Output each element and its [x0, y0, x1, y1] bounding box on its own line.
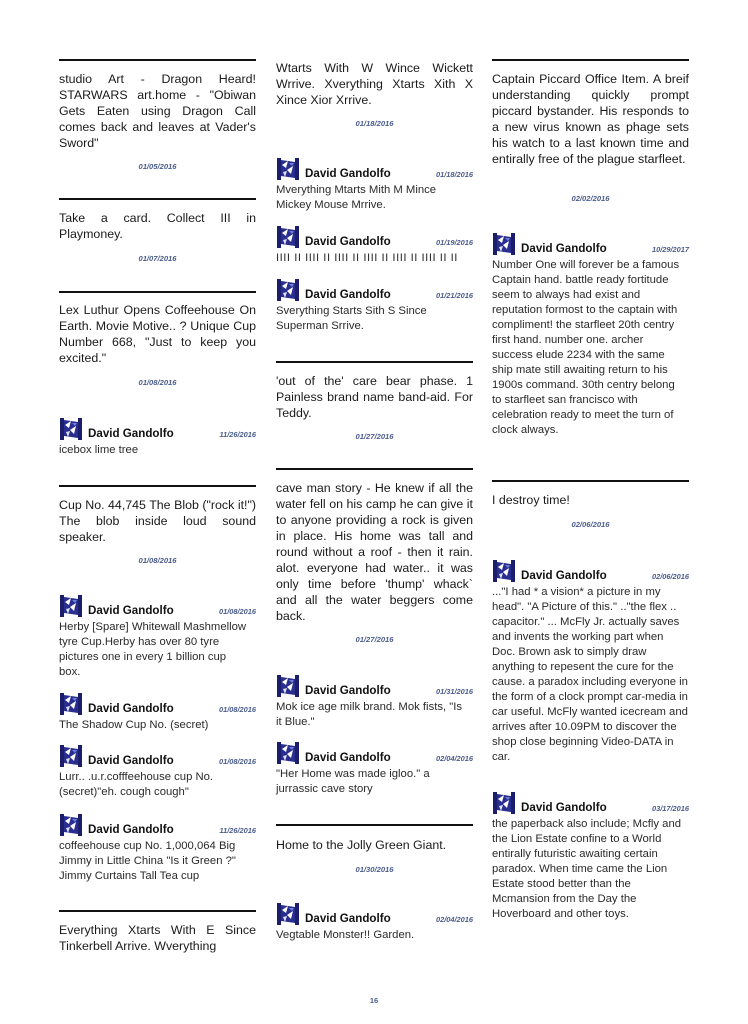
avatar-icon[interactable]: [276, 902, 300, 926]
comment-author[interactable]: David Gandolfo: [88, 702, 174, 715]
comment-text: Number One will forever be a famous Captain hand. battle ready fortitude seem to always had exist and reputation formost to the captain with compliment! the starfleet 20th centry first hand. number one. archer success elude 2234 with the same ship mate still awaiting return to his 1900s command. 30th centry belong to starfleet san francisco with celebration ready to meet the turn of clock always.: [492, 259, 680, 436]
post-divider: [276, 824, 473, 826]
post-date: 01/27/2016: [355, 635, 394, 644]
post-text: Everything Xtarts With E Since Tinkerbell Arrive. Wverything: [59, 923, 256, 953]
comment: [59, 813, 256, 889]
comment-author[interactable]: David Gandolfo: [521, 242, 607, 255]
comment-author[interactable]: David Gandolfo: [305, 751, 391, 764]
comment-text: the paperback also include; Mcfly and the Lion Estate confine to a World entirally futuristic awaiting certain paradox. When time came the Lion Estate stood better than the Mcmansion from the Day the Hoverboard and other toys.: [492, 818, 682, 920]
page-number: 16: [369, 996, 379, 1005]
post-divider: [59, 291, 256, 293]
comment: [276, 225, 473, 267]
comment: [59, 417, 256, 461]
comment-author[interactable]: David Gandolfo: [88, 427, 174, 440]
post-divider: [59, 59, 256, 61]
comment-date: 10/29/2017: [652, 245, 689, 254]
comment-text: The Shadow Cup No. (secret): [59, 719, 209, 731]
comment-date: 01/08/2016: [219, 705, 256, 714]
comment-date: 02/04/2016: [436, 915, 473, 924]
comment-text: "Her Home was made igloo." a jurrassic cave story: [276, 768, 430, 795]
post-divider: [59, 485, 256, 487]
comment: [59, 692, 256, 736]
comment-date: 02/04/2016: [436, 754, 473, 763]
comment-date: 11/26/2016: [219, 430, 256, 439]
comment-text: Mverything Mtarts Mith M Mince Mickey Mouse Mrrive.: [276, 184, 437, 211]
post-divider: [59, 198, 256, 200]
post-text: Captain Piccard Office Item. A breif understanding quickly prompt piccard bystander. His responds to a new virus known as phage sets his watch to a last known time and entirally free of the plague starfleet.: [492, 72, 689, 166]
post-date: 02/02/2016: [571, 194, 610, 203]
post-date: 01/08/2016: [138, 556, 177, 565]
comment-text: Vegtable Monster!! Garden.: [276, 929, 415, 941]
comment: [276, 278, 473, 336]
comment-author[interactable]: David Gandolfo: [521, 801, 607, 814]
comment-author[interactable]: David Gandolfo: [305, 288, 391, 301]
avatar-icon[interactable]: [59, 813, 83, 837]
avatar-icon[interactable]: [276, 225, 300, 249]
avatar-icon[interactable]: [276, 741, 300, 765]
comment-date: 01/18/2016: [436, 170, 473, 179]
comment: [492, 232, 689, 457]
comment-author[interactable]: David Gandolfo: [305, 167, 391, 180]
comment-text: Sverything Starts Sith S Since Superman Srrive.: [276, 305, 427, 332]
comment-author[interactable]: David Gandolfo: [305, 235, 391, 248]
post-divider: [276, 468, 473, 470]
comment: [276, 674, 473, 732]
comment: [59, 594, 256, 684]
post-text: 'out of the' care bear phase. 1 Painless brand name band-aid. For Teddy.: [276, 374, 473, 420]
comment-date: 01/19/2016: [436, 238, 473, 247]
post-date: 01/07/2016: [138, 254, 177, 263]
post-text: Cup No. 44,745 The Blob ("rock it!") The blob inside loud sound speaker.: [59, 498, 256, 544]
post-text: Home to the Jolly Green Giant.: [276, 838, 447, 852]
post-text: Lex Luthur Opens Coffeehouse On Earth. Movie Motive.. ? Unique Cup Number 668, "Just to keep you excited.": [59, 303, 256, 365]
post-divider: [492, 59, 689, 61]
post-text: Wtarts With W Wince Wickett Wrrive. Xverything Xtarts Xith X Xince Xior Xrrive.: [276, 61, 473, 107]
post-date: 02/06/2016: [571, 520, 610, 529]
comment-text: ..."I had * a vision* a picture in my head". "A Picture of this." .."the flex .. capacitor." ... McFly Jr. actually saves and invents the working part when Doc. Brown ask to simply draw anything to repesent the cure for the cause. a paradox including everyone in the form of a clock prompt car-media in car useful. McFly wanted icecream and arrives after 10.09PM to discover the shop close beginning Video-DATA in car.: [492, 586, 688, 763]
comment-author[interactable]: David Gandolfo: [305, 912, 391, 925]
post-text: studio Art - Dragon Heard! STARWARS art.home - "Obiwan Gets Eaten using Dragon Call comes back and leaves at Vader's Sword": [59, 72, 256, 150]
comment: [492, 559, 689, 784]
comment-text: Herby [Spare] Whitewall Mashmellow tyre Cup.Herby has over 80 tyre pictures one in every 1 billion cup box.: [59, 621, 247, 678]
comment-text: coffeehouse cup No. 1,000,064 Big Jimmy in Little China "Is it Green ?" Jimmy Curtains Tall Tea cup: [59, 840, 236, 882]
post-divider: [492, 480, 689, 482]
comment-author[interactable]: David Gandolfo: [88, 604, 174, 617]
comment: [59, 744, 256, 804]
comment-date: 11/26/2016: [219, 826, 256, 835]
comment-date: 01/08/2016: [219, 607, 256, 616]
comment-date: 01/21/2016: [436, 291, 473, 300]
avatar-icon[interactable]: [492, 232, 516, 256]
avatar-icon[interactable]: [59, 692, 83, 716]
comment: [276, 902, 473, 944]
post-date: 01/05/2016: [138, 162, 177, 171]
comment-author[interactable]: David Gandolfo: [88, 823, 174, 836]
post-divider: [59, 910, 256, 912]
comment: [276, 157, 473, 215]
comment-text: icebox lime tree: [59, 444, 139, 456]
post-date: 01/30/2016: [355, 865, 394, 874]
post-text: I destroy time!: [492, 493, 570, 507]
comment-text: IIII II IIII II IIII II IIII II IIII II IIII II II: [276, 252, 458, 264]
comment-date: 01/08/2016: [219, 757, 256, 766]
comment-text: Lurr.. .u.r.cofffeehouse cup No. (secret)"eh. cough cough": [59, 771, 214, 798]
avatar-icon[interactable]: [59, 594, 83, 618]
comment-author[interactable]: David Gandolfo: [521, 569, 607, 582]
comment-date: 03/17/2016: [652, 804, 689, 813]
avatar-icon[interactable]: [492, 791, 516, 815]
comment: [492, 791, 689, 926]
comment: [276, 741, 473, 799]
comment-date: 01/31/2016: [436, 687, 473, 696]
avatar-icon[interactable]: [59, 744, 83, 768]
post-date: 01/08/2016: [138, 378, 177, 387]
post-text: Take a card. Collect III in Playmoney.: [59, 211, 256, 241]
avatar-icon[interactable]: [59, 417, 83, 441]
avatar-icon[interactable]: [276, 278, 300, 302]
post-date: 01/27/2016: [355, 432, 394, 441]
post-date: 01/18/2016: [355, 119, 394, 128]
avatar-icon[interactable]: [276, 157, 300, 181]
comment-author[interactable]: David Gandolfo: [88, 754, 174, 767]
comment-text: Mok ice age milk brand. Mok fists, "Is it Blue.": [276, 701, 463, 728]
avatar-icon[interactable]: [276, 674, 300, 698]
post-divider: [276, 361, 473, 363]
comment-date: 02/06/2016: [652, 572, 689, 581]
comment-author[interactable]: David Gandolfo: [305, 684, 391, 697]
post-text: cave man story - He knew if all the water fell on his camp he can give it to anyone providing a rock is given in place. His home was tall and round without a roof - then it rain. alot. everyone had water.. it was only time before 'thump' whack` and all the water beggers come back.: [276, 481, 473, 623]
avatar-icon[interactable]: [492, 559, 516, 583]
